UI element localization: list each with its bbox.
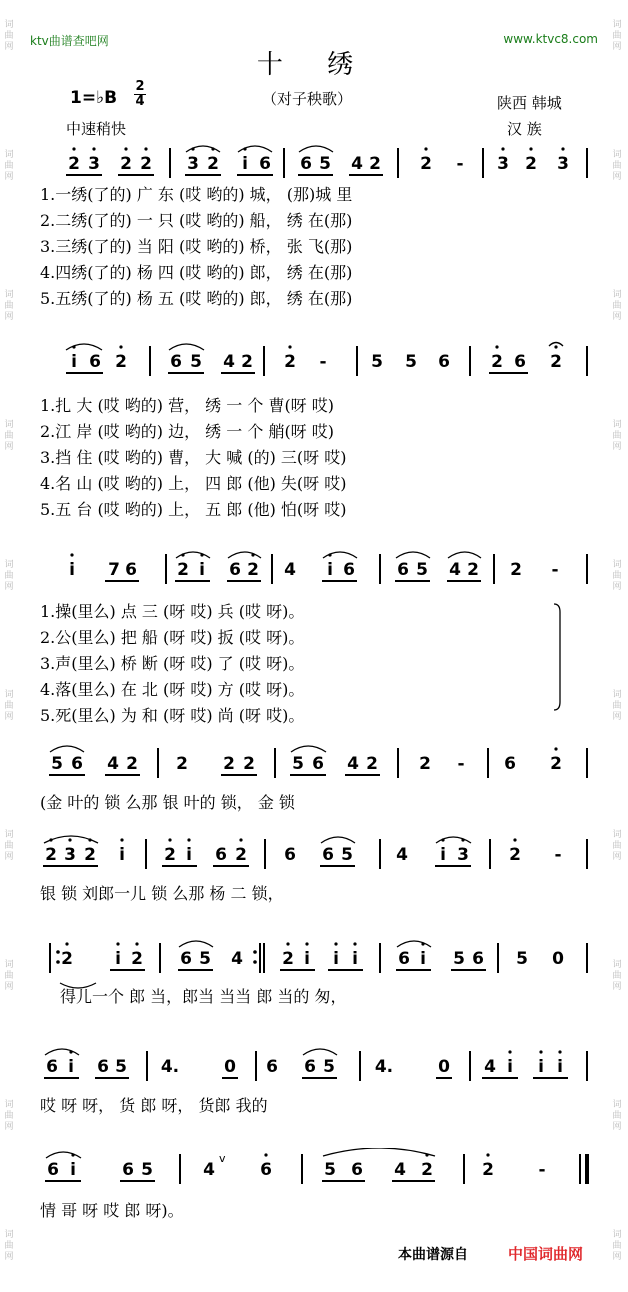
staff-line-8: [0, 1148, 628, 1188]
svg-text:2: 2: [366, 754, 378, 774]
staff-graphics-3: [0, 548, 628, 588]
svg-text:i: i: [538, 1057, 544, 1077]
note: 5: [319, 154, 331, 174]
watermark-text: 词曲网: [4, 20, 14, 52]
verse-line: 3.三绣(了的) 当 阳 (哎 哟的) 桥， 张 飞(那): [40, 237, 353, 256]
svg-text:2: 2: [45, 845, 57, 865]
section7-lyric: 哎 呀 呀， 货 郎 呀， 货郎 我的: [40, 1096, 268, 1115]
song-title: 十 绣: [256, 50, 372, 80]
svg-text:i: i: [69, 560, 75, 580]
svg-text:4: 4: [231, 949, 243, 969]
section8-lyric: 情 哥 呀 哎 郎 呀)。: [40, 1201, 184, 1220]
site-url-right[interactable]: www.ktvc8.com: [503, 32, 598, 46]
note: -: [456, 154, 464, 174]
svg-text:6: 6: [47, 1160, 59, 1180]
verse-line: 4.四绣(了的) 杨 四 (哎 哟的) 郎， 绣 在(那): [40, 263, 353, 282]
svg-text:6: 6: [351, 1160, 363, 1180]
svg-text:5: 5: [453, 949, 465, 969]
watermark-text: 词曲网: [612, 830, 622, 862]
svg-text:4: 4: [284, 560, 296, 580]
staff-line-5: [0, 833, 628, 873]
watermark-text: 词曲网: [4, 830, 14, 862]
svg-text:2: 2: [131, 949, 143, 969]
svg-text:2: 2: [241, 352, 253, 372]
svg-text:6: 6: [260, 1160, 272, 1180]
svg-text:6: 6: [180, 949, 192, 969]
svg-text:2: 2: [482, 1160, 494, 1180]
watermark-text: 词曲网: [612, 290, 622, 322]
source-label: 本曲谱源自: [398, 1247, 468, 1263]
svg-text:2: 2: [509, 845, 521, 865]
svg-text:6: 6: [266, 1057, 278, 1077]
watermark-text: 词曲网: [4, 1100, 14, 1132]
svg-text:-: -: [538, 1160, 546, 1180]
svg-text:2: 2: [115, 352, 127, 372]
section6-lyric: 得儿一个 郎 当，郎当 当当 郎 当的 匆，: [60, 987, 347, 1006]
origin-ethnic: 汉 族: [507, 120, 542, 138]
watermark-text: 词曲网: [4, 960, 14, 992]
svg-text:2: 2: [550, 754, 562, 774]
svg-text:2: 2: [243, 754, 255, 774]
svg-text:5: 5: [405, 352, 417, 372]
note: 2: [140, 154, 152, 174]
svg-text:6: 6: [125, 560, 137, 580]
svg-text:5: 5: [516, 949, 528, 969]
watermark-text: 词曲网: [612, 420, 622, 452]
watermark-text: 词曲网: [4, 290, 14, 322]
svg-text:3: 3: [457, 845, 469, 865]
svg-text:2: 2: [419, 754, 431, 774]
verse-line: 2.公(里么) 把 船 (呀 哎) 扳 (哎 呀)。: [40, 628, 305, 647]
svg-text:6: 6: [170, 352, 182, 372]
verse-bracket: [552, 602, 564, 712]
note: 3: [557, 154, 569, 174]
staff-graphics-2: [0, 340, 628, 380]
svg-text:6: 6: [312, 754, 324, 774]
svg-text:6: 6: [89, 352, 101, 372]
svg-text:2: 2: [164, 845, 176, 865]
note: 2: [120, 154, 132, 174]
svg-text:i: i: [507, 1057, 513, 1077]
staff-line-7: [0, 1045, 628, 1085]
verse-line: 3.挡 住 (哎 哟的) 曹， 大 喊 (的) 三(呀 哎): [40, 448, 347, 467]
svg-text:6: 6: [398, 949, 410, 969]
note: 2: [369, 154, 381, 174]
svg-text:5: 5: [416, 560, 428, 580]
svg-text:4: 4: [394, 1160, 406, 1180]
svg-text:2: 2: [176, 754, 188, 774]
svg-text:2: 2: [550, 352, 562, 372]
svg-text:-: -: [554, 845, 562, 865]
svg-text:5: 5: [292, 754, 304, 774]
svg-text:4: 4: [396, 845, 408, 865]
svg-text:6: 6: [322, 845, 334, 865]
verse-line: 5.五绣(了的) 杨 五 (哎 哟的) 郎， 绣 在(那): [40, 289, 353, 308]
svg-text:i: i: [199, 560, 205, 580]
tempo-marking: 中速稍快: [66, 120, 127, 138]
svg-text:3: 3: [64, 845, 76, 865]
staff-graphics-5: [0, 833, 628, 873]
svg-text:7: 7: [108, 560, 120, 580]
staff-line-3: [0, 548, 628, 588]
svg-text:6: 6: [215, 845, 227, 865]
svg-text:4.: 4.: [374, 1057, 394, 1077]
svg-text:6: 6: [472, 949, 484, 969]
note: 2: [68, 154, 80, 174]
verse-line: 4.落(里么) 在 北 (呀 哎) 方 (哎 呀)。: [40, 680, 305, 699]
time-signature: [134, 80, 146, 109]
svg-text:i: i: [440, 845, 446, 865]
watermark-text: 词曲网: [612, 1100, 622, 1132]
svg-text:i: i: [70, 1160, 76, 1180]
svg-text:6: 6: [514, 352, 526, 372]
svg-text:-: -: [551, 560, 559, 580]
svg-text:2: 2: [126, 754, 138, 774]
svg-text:i: i: [327, 560, 333, 580]
svg-text:5: 5: [371, 352, 383, 372]
svg-text:6: 6: [284, 845, 296, 865]
note: 6: [300, 154, 312, 174]
staff-line-1: [0, 142, 628, 182]
staff-line-6: [0, 937, 628, 977]
watermark-text: 词曲网: [612, 560, 622, 592]
svg-text:5: 5: [190, 352, 202, 372]
key-signature: 1=♭B: [70, 88, 118, 108]
staff-line-2: [0, 340, 628, 380]
note: 2: [420, 154, 432, 174]
svg-text:5: 5: [115, 1057, 127, 1077]
site-name-left[interactable]: ktv曲谱查吧网: [30, 34, 109, 48]
svg-text:6: 6: [504, 754, 516, 774]
genre-label: （对子秧歌）: [262, 90, 353, 108]
svg-text:5: 5: [141, 1160, 153, 1180]
svg-text:6: 6: [122, 1160, 134, 1180]
note: 3: [187, 154, 199, 174]
svg-text:0: 0: [438, 1057, 450, 1077]
note: 3: [497, 154, 509, 174]
svg-text:4: 4: [484, 1057, 496, 1077]
origin-region: 陕西 韩城: [497, 94, 562, 112]
section4-lyric: (金 叶的 锁 么那 银 叶的 锁， 金 锁: [40, 793, 295, 812]
svg-text:4: 4: [203, 1160, 215, 1180]
svg-text:5: 5: [199, 949, 211, 969]
svg-text:4: 4: [347, 754, 359, 774]
verse-line: 1.一绣(了的) 广 东 (哎 哟的) 城， (那)城 里: [40, 185, 353, 204]
note: 2: [525, 154, 537, 174]
note: i: [242, 154, 248, 174]
staff-line-4: [0, 742, 628, 782]
svg-text:0: 0: [552, 949, 564, 969]
staff-graphics-6: [0, 937, 628, 977]
svg-text:2: 2: [177, 560, 189, 580]
svg-text:6: 6: [397, 560, 409, 580]
svg-text:6: 6: [71, 754, 83, 774]
time-top: 2: [135, 79, 145, 94]
staff-graphics-7: [0, 1045, 628, 1085]
svg-text:2: 2: [421, 1160, 433, 1180]
svg-text:5: 5: [324, 1160, 336, 1180]
watermark-text: 词曲网: [612, 1230, 622, 1262]
watermark-text: 词曲网: [4, 1230, 14, 1262]
svg-text:5: 5: [51, 754, 63, 774]
time-bottom: 4: [135, 94, 145, 109]
note: 4: [351, 154, 363, 174]
svg-text:2: 2: [61, 949, 73, 969]
svg-text:6: 6: [46, 1057, 58, 1077]
svg-text:2: 2: [467, 560, 479, 580]
verse-line: 4.名 山 (哎 哟的) 上， 四 郎 (他) 失(呀 哎): [40, 474, 347, 493]
svg-text:i: i: [119, 845, 125, 865]
verse-line: 5.死(里么) 为 和 (呀 哎) 尚 (呀 哎)。: [40, 706, 305, 725]
svg-text:i: i: [557, 1057, 563, 1077]
note: 2: [207, 154, 219, 174]
svg-text:v: v: [219, 1152, 226, 1165]
svg-text:6: 6: [438, 352, 450, 372]
watermark-text: 词曲网: [612, 960, 622, 992]
svg-text:6: 6: [343, 560, 355, 580]
watermark-text: 词曲网: [4, 150, 14, 182]
brand-link[interactable]: 中国词曲网: [508, 1245, 584, 1263]
watermark-text: 词曲网: [4, 560, 14, 592]
verse-line: 3.声(里么) 桥 断 (呀 哎) 了 (哎 呀)。: [40, 654, 305, 673]
svg-text:2: 2: [223, 754, 235, 774]
svg-text:i: i: [420, 949, 426, 969]
svg-text:2: 2: [510, 560, 522, 580]
verse-line: 5.五 台 (哎 哟的) 上， 五 郎 (他) 怕(呀 哎): [40, 500, 347, 519]
watermark-text: 词曲网: [612, 20, 622, 52]
watermark-text: 词曲网: [612, 150, 622, 182]
svg-text:6: 6: [229, 560, 241, 580]
svg-text:5: 5: [341, 845, 353, 865]
svg-text:2: 2: [282, 949, 294, 969]
svg-text:4: 4: [449, 560, 461, 580]
watermark-text: 词曲网: [612, 690, 622, 722]
verse-line: 1.操(里么) 点 三 (呀 哎) 兵 (哎 呀)。: [40, 602, 305, 621]
svg-text:4.: 4.: [160, 1057, 180, 1077]
verse-line: 2.二绣(了的) 一 只 (哎 哟的) 船， 绣 在(那): [40, 211, 353, 230]
svg-text:2: 2: [284, 352, 296, 372]
staff-graphics-4: [0, 742, 628, 782]
svg-text:i: i: [68, 1057, 74, 1077]
svg-text:2: 2: [84, 845, 96, 865]
svg-text:2: 2: [491, 352, 503, 372]
svg-text:4: 4: [223, 352, 235, 372]
svg-text:i: i: [352, 949, 358, 969]
watermark-text: 词曲网: [4, 420, 14, 452]
svg-text:5: 5: [323, 1057, 335, 1077]
svg-text:i: i: [186, 845, 192, 865]
staff-graphics-8: [0, 1148, 628, 1188]
note: 6: [259, 154, 271, 174]
staff-graphics-1: [0, 142, 628, 182]
verse-line: 2.江 岸 (哎 哟的) 边， 绣 一 个 艄(呀 哎): [40, 422, 335, 441]
svg-text:-: -: [457, 754, 465, 774]
svg-text:-: -: [319, 352, 327, 372]
note: 3: [88, 154, 100, 174]
verse-line: 1.扎 大 (哎 哟的) 营， 绣 一 个 曹(呀 哎): [40, 396, 335, 415]
svg-text:i: i: [71, 352, 77, 372]
svg-text:i: i: [304, 949, 310, 969]
svg-text:6: 6: [97, 1057, 109, 1077]
svg-text:0: 0: [224, 1057, 236, 1077]
svg-text:2: 2: [235, 845, 247, 865]
watermark-text: 词曲网: [4, 690, 14, 722]
svg-text:i: i: [333, 949, 339, 969]
svg-text:4: 4: [107, 754, 119, 774]
svg-text:6: 6: [304, 1057, 316, 1077]
section5-lyric: 银 锁 刘郎一儿 锁 么那 杨 二 锁，: [40, 884, 284, 903]
svg-text:i: i: [115, 949, 121, 969]
svg-text:2: 2: [247, 560, 259, 580]
